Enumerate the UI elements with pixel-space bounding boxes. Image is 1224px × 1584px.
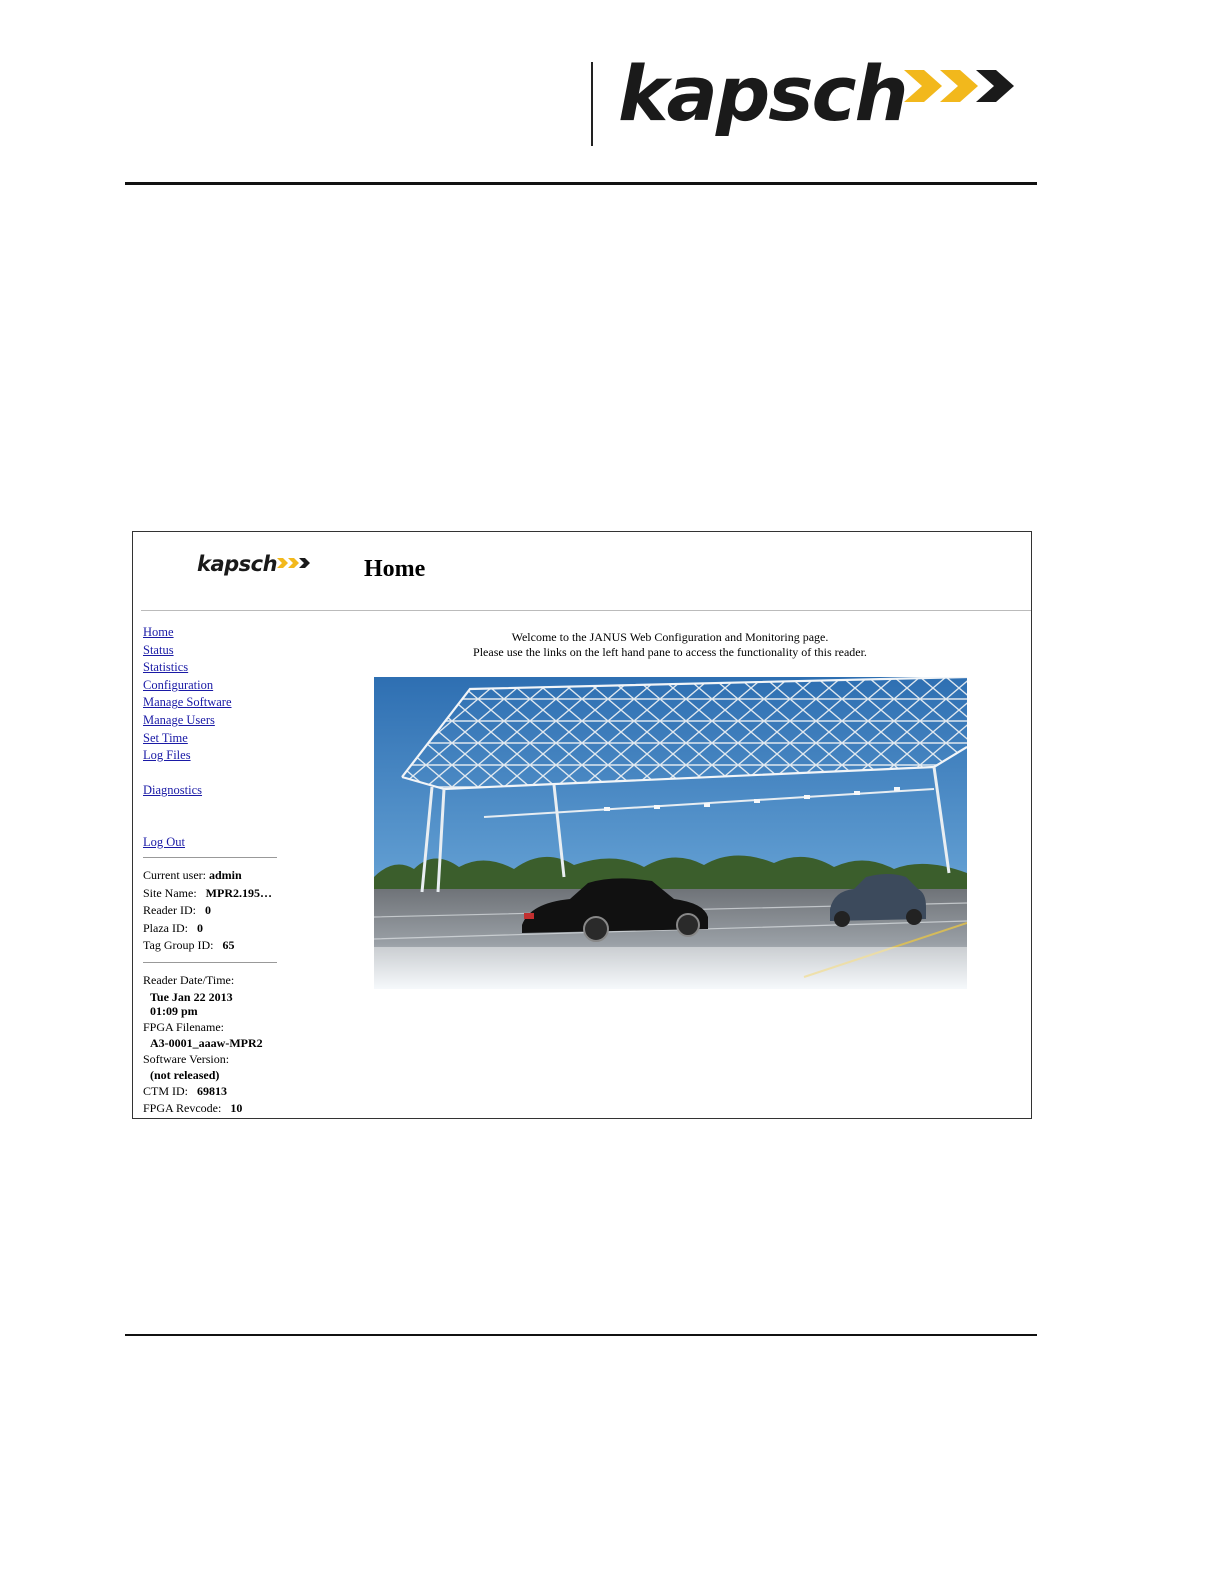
user-info (143, 867, 272, 955)
nav-link-configuration[interactable]: Configuration (143, 677, 214, 692)
page-title: Home (364, 556, 426, 582)
reader-time-value: 01:09 pm (150, 1004, 198, 1018)
app-logo-text: kapsch (197, 552, 278, 576)
plaza-id-value: 0 (196, 920, 203, 935)
nav-link-home[interactable]: Home (143, 625, 174, 639)
app-logo (197, 554, 327, 584)
welcome-line-2: Please use the links on the left hand pane to access the functionality of this reader. (473, 644, 867, 659)
nav-link-diagnostics[interactable]: Diagnostics (143, 783, 203, 798)
plaza-id-row: Plaza ID: 0 (143, 920, 203, 935)
nav-link-set-time[interactable]: Set Time (143, 730, 188, 745)
left-nav (143, 624, 232, 852)
site-name-row: Site Name: MPR2.195… (143, 885, 272, 900)
fpga-filename-label: FPGA Filename: (143, 1019, 225, 1034)
reader-date-value: Tue Jan 22 2013 (150, 989, 233, 1004)
fpga-filename-value: A3-0001_aaaw-MPR2 (150, 1036, 263, 1050)
nav-link-statistics[interactable]: Statistics (143, 660, 189, 675)
sidebar-divider-2 (143, 962, 277, 963)
fpga-revcode-row: FPGA Revcode: 10 (143, 1101, 243, 1115)
reader-info (143, 972, 263, 1118)
toll-gantry-photo (374, 677, 967, 989)
ctm-id-row: CTM ID: 69813 (143, 1083, 227, 1098)
sidebar-divider (143, 857, 277, 858)
current-user-row: Current user: admin (143, 868, 242, 882)
nav-link-status[interactable]: Status (143, 642, 174, 657)
reader-id-value: 0 (204, 903, 211, 917)
nav-link-manage-users[interactable]: Manage Users (143, 712, 215, 727)
site-name-value: MPR2.195… (205, 885, 272, 900)
software-version-label: Software Version: (143, 1051, 230, 1066)
kapsch-logo-text: kapsch (618, 49, 907, 138)
nav-link-manage-software[interactable]: Manage Software (143, 695, 232, 710)
header-rule (125, 182, 1037, 185)
reader-id-row: Reader ID: 0 (143, 903, 211, 917)
software-version-value: (not released) (150, 1068, 220, 1082)
kapsch-logo (612, 49, 1032, 150)
header-divider (591, 62, 593, 146)
app-logo-chevrons-icon (277, 556, 313, 570)
welcome-line-1: Welcome to the JANUS Web Configuration and Monitoring page. (511, 630, 829, 644)
welcome-message (373, 630, 967, 659)
tag-group-row: Tag Group ID: 65 (143, 938, 235, 952)
nav-link-logout[interactable]: Log Out (143, 834, 186, 849)
tag-group-value: 65 (222, 938, 235, 952)
current-user-value: admin (208, 868, 242, 882)
app-header-rule (141, 610, 1031, 611)
reader-datetime-label: Reader Date/Time: (143, 973, 235, 987)
chevrons-icon (902, 64, 1032, 108)
screenshot-frame (132, 531, 1032, 1119)
fpga-revcode-value: 10 (230, 1101, 243, 1115)
footer-rule (125, 1334, 1037, 1336)
nav-link-log-files[interactable]: Log Files (143, 748, 191, 763)
ctm-id-value: 69813 (197, 1083, 227, 1098)
